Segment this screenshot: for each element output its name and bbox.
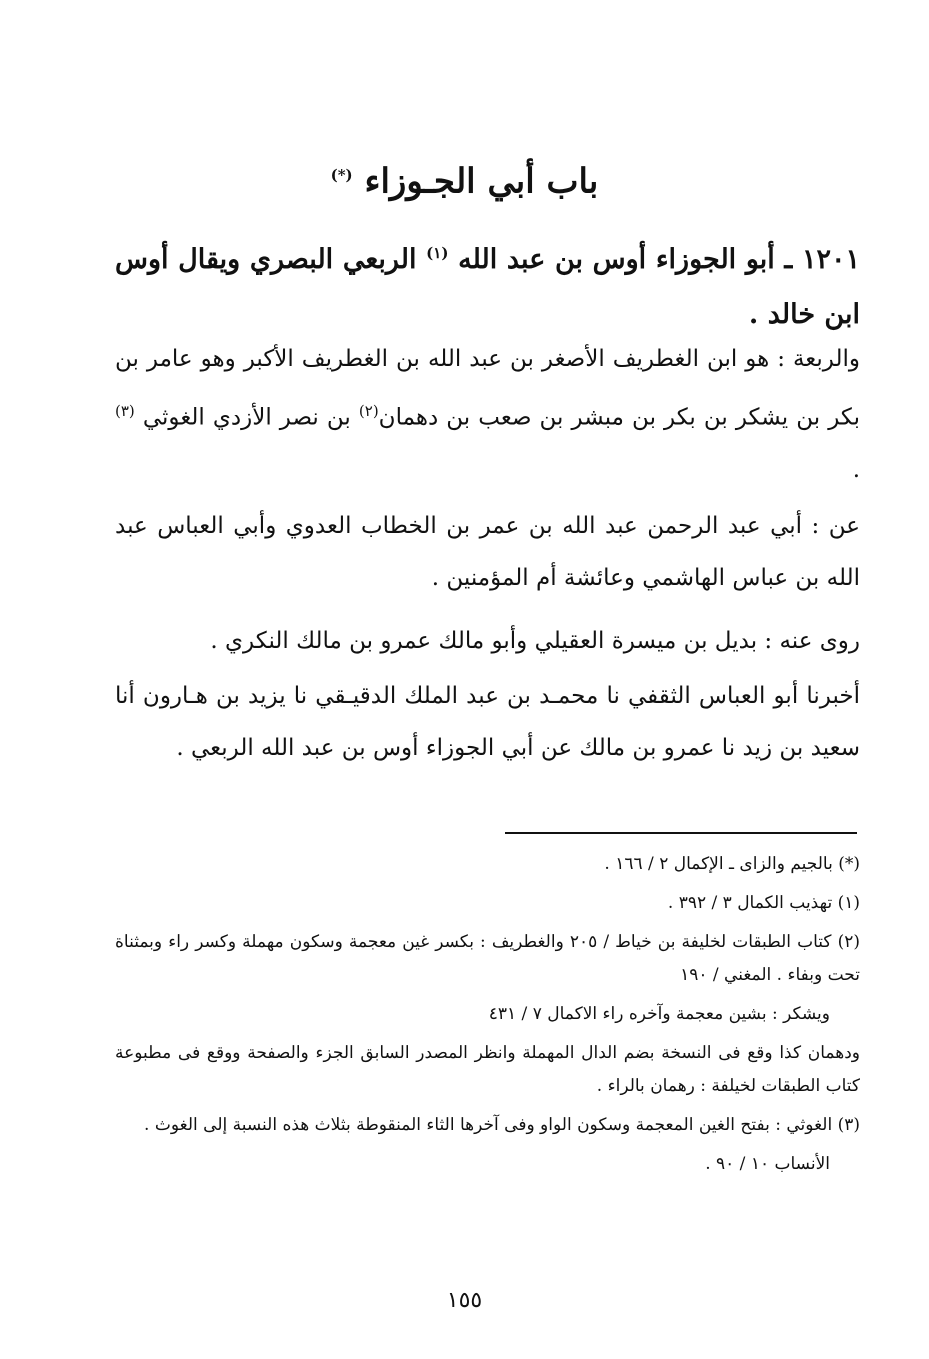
footnote-divider [505, 832, 857, 834]
entry-heading-note-mark: (١) [426, 244, 449, 262]
lineage-note-mark-3: (٣) [115, 402, 135, 420]
narrators-paragraph: روى عنه : بديل بن ميسرة العقيلي وأبو مالك عمرو بن مالك النكري . [210, 628, 860, 654]
footnote-star: (*) بالجيم والزاى ـ الإكمال ٢ / ١٦٦ . [604, 854, 860, 874]
chapter-title-text: باب أبي الجـوزاء [364, 161, 599, 202]
narrated-from-paragraph: عن : أبي عبد الرحمن عبد الله بن عمر بن الخطاب العدوي وأبي العباس عبد الله بن عباس الهاشمي وعائشة أم المؤمنين . [115, 513, 860, 591]
entry-heading [115, 226, 860, 342]
lineage-text-2: بن نصر الأزدي الغوثي [142, 404, 351, 431]
lineage-text-1: والربعة : هو ابن الغطريف الأصغر بن عبد الله بن الغطريف الأكبر وهو عامر بن بكر بن يشكر بن بكر بن مبشر بن صعب بن دهمان [115, 346, 861, 431]
lineage-text-3: . [852, 456, 860, 483]
chapter-title [0, 150, 929, 206]
isnad-paragraph: أخبرنا أبو العباس الثقفي نا محمـد بن عبد الملك الدقيـقي نا يزيد بن هـارون أنا سعيد بن زيد نا عمرو بن مالك عن أبي الجوزاء أوس بن عبد الله الربعي . [115, 683, 860, 761]
lineage-note-mark-2: (٢) [358, 402, 379, 420]
chapter-title-note-mark: (*) [330, 166, 353, 184]
footnote-2-continued-b: ودهمان كذا وقع فى النسخة بضم الدال المهملة وانظر المصدر السابق الجزء والصفحة ووقع فى مطبوعة كتاب الطبقات لخيلفة : رهمان بالراء . [115, 1043, 860, 1096]
page-number: ١٥٥ [446, 1288, 483, 1313]
entry-heading-part1: ١٢٠١ ـ أبو الجوزاء أوس بن عبد الله [458, 244, 861, 275]
entry-heading-part2: الربعي البصري ويقال أوس ابن خالد . [115, 244, 860, 330]
footnote-3: (٣) الغوثي : بفتح الغين المعجمة وسكون الواو وفى آخرها الثاء المنقوطة بثلاث هذه النسبة إلى الغوث . [144, 1115, 860, 1135]
footnote-2: (٢) كتاب الطبقات لخليفة بن خياط / ٢٠٥ والغطريف : بكسر غين معجمة وسكون مهملة وكسر راء وبمثناة تحت وبفاء . المغني / ١٩٠ [115, 932, 860, 985]
footnotes [115, 848, 860, 1187]
footnote-1: (١) تهذيب الكمال ٣ / ٣٩٢ . [667, 893, 860, 913]
footnote-2-continued-a: ويشكر : بشين معجمة وآخره راء الاكمال ٧ / ٤٣١ [488, 1004, 830, 1024]
footnote-3-continued: الأنساب ١٠ / ٩٠ . [705, 1154, 830, 1174]
lineage-paragraph [115, 333, 860, 496]
